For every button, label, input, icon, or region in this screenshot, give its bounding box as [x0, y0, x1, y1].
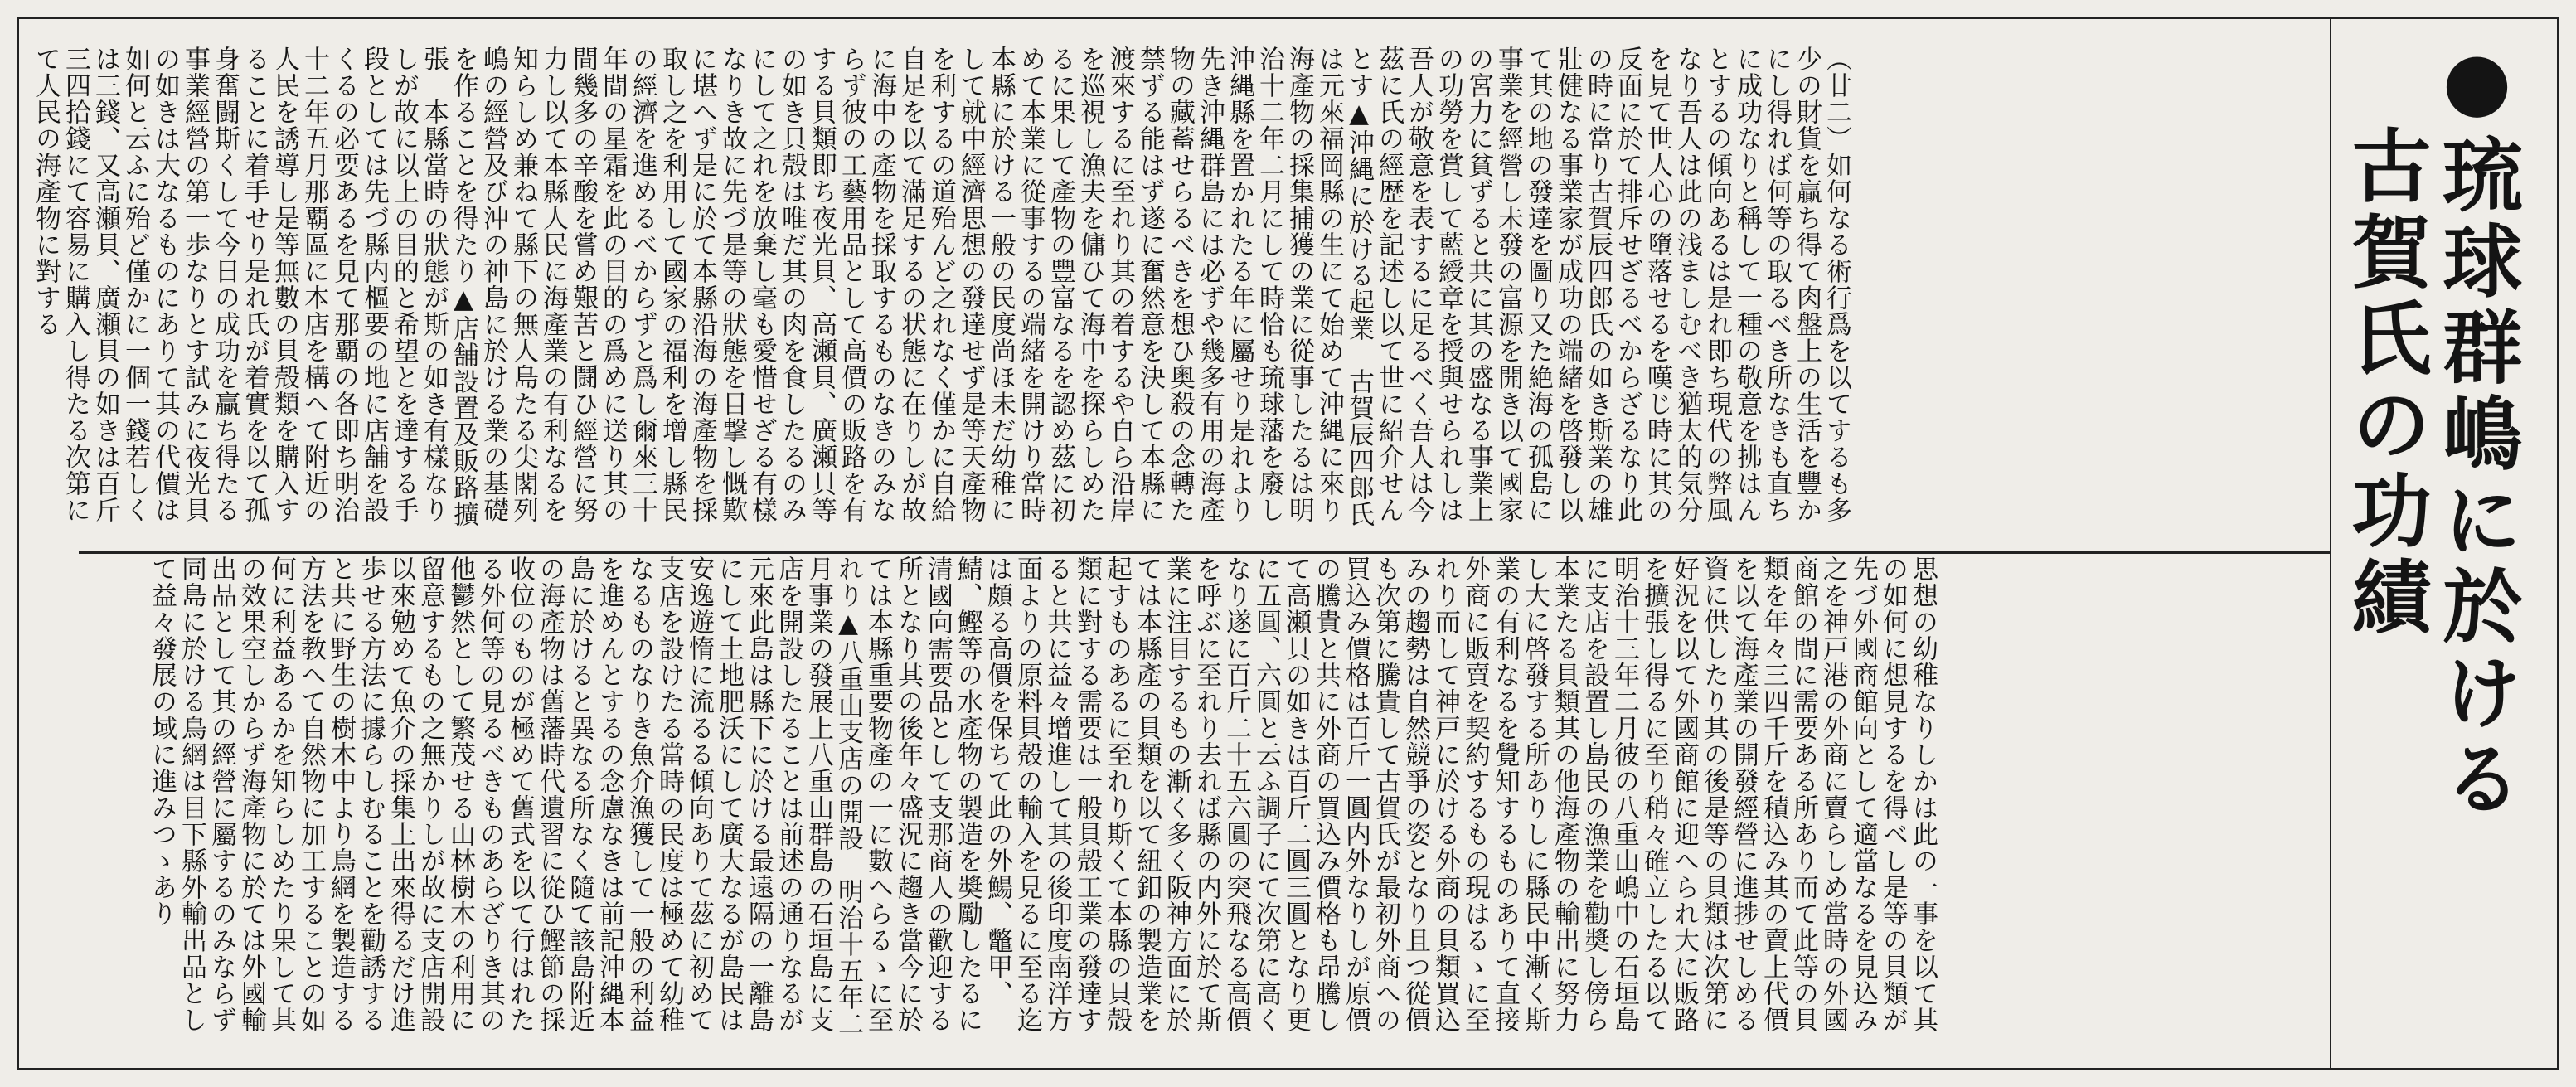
bottom-rule — [17, 1068, 2559, 1070]
body-text-upper: （廿二）如何なる術行爲を以てするも多少の財貨を贏ち得て肉盤上の生活を豐かにし得れば何等の取るべき所なきも直ちに成功なりと稱して一種の敬意を拂はんとするの傾向あるは是れ即ち現代の弊風なり吾人は此の浅ましむべき猶太的気分を見て世人心の墮落せるを嘆じ時に其の反面に於て排斥せざるべからざるなり此の時に當り古賀辰四郎氏の如き斯業の雄壯健なる事業家が成功の端緒を啓發し以て其の地の發達を圖り又た絶海の孤島に事業を經營し未發の富源を開き以て國家の宮力に貧ずると共に其の盛なる事業上の功勞を賞して藍綬章を授與せられしは吾人が敬意を表するに足るべく吾人は今茲に氏の經歴を記述し以て世に紹介せんとす▲沖縄に於ける起業 古賀辰四郎氏は元來福岡縣の生にて始めて沖縄に來り海產物の採集捕獲の業に從事したるは明治十二年二月にして時恰も琉球藩を廢し沖縄縣を置かれたる年に屬せり是れより先き沖縄群島には必ずや幾多有用の海產物の藏蓄せらるべきを想ひ奥殺の念轉た禁ずる能はず遂に奮然意を決して本縣に渡來するに至れり其の着するや自ら沿岸を巡視し漁夫を傭ひて海中を探らしめたるに果して產物の豐富なるを認め茲に初めて本業に從事するの端緒を開けり當時本縣に於ける一般の民度尚ほ未だ幼稚にして就中經濟思想の發達せず是等天產物を利するの道殆んど之れなく僅かに自給自足を以て滿足するの状態に在りしが故に海中の產物を採取するものなきのみならず彼の工藝用品として高價の販路を有する貝類即ち夜光貝、高瀬貝、廣瀬貝等の如き貝殻は唯だ其の肉を食したるのみにして之れを放棄し毫も愛惜せざる有樣なりき故に先づ是等の狀態を目撃し慨歎に堪へず是に於て本縣沿海の海產物を採取し之を利用して國家の福利を增し縣民の經濟を進めるべからずと爲し爾來三十年間の星霜を此の目的の爲めに送り其の間幾多の辛酸を嘗め艱苦と鬪ひ經營に努力し以て本縣人民に海產業の有利なるを知らしめ兼ねて縣下の無人島たる尖閣列嶋の經營及び沖の神島に於ける業の基礎を作ることを得たり▲店舗設置及販路擴張 本縣當時の狀態が斯の如き有樣なりしが故に以上の目的と希望とを達する手段としては先づ縣内樞要の地に店舗を設くるの必要あるを見て那覇の各即ち明治十二年五月那覇區に本店を構へて附近の人民を誘導し是等無數の貝殻類を購入することに着手せり是れ氏が着實を以て孤身奮闘斯くして今日の成功を贏ち得たる事業經營の第一歩なりとす試みに夜光貝の如きは大なるものにありて其の代價は如何と云ふに殆ど僅かに一個一錢若しくは三錢、又高瀬貝、廣瀬貝の如きは百斤三四拾錢にて容易に購入し得たる次第にて人民の海產物に對する — [31, 46, 1851, 527]
section-divider-rule — [79, 551, 2330, 554]
body-text-lower: 思想の幼稚なりしかは此の一事を以て其の如何に想見するを得べし是等の貝類が先づ外國商館向として適當なるを見込み之を神戸港の外商に賣らしめ當時の外國商館の間に需要ある所あり而て此等の貝類を年々三四千斤を積込み其の賣上代價を以て海產業の開發經營に進捗せしめる資に供したり其の後是等の貝類は次第に好況を以て外國商館に迎へられ大に販路を擴張し得るに至り稍々確立したる以て明治十三年二月彼の八重山嶋中の石垣島に支店を設置し島民の漁業を勸奬し傍ら本業たる貝類其の他海產物の輸出に努力し大に啓發する所ありしに縣民中漸く斯業の有利なるを覺知するものありて直接外商に販賣を契約するもの現はるゝに至れり而して神戸に於ける外商の貝類買込みの趨勢は自然競爭の姿となり且つ從價も次第に騰貴して古賀氏が最初外商への買込み價格は百斤一圓内外なりしが原價の騰貴と共に外商の買込み價格も昂騰して高瀬貝の如きは百斤二圓三圓となり更に五圓、六圓と云ふ調子にて次第に高くなり遂に百斤二十五六圓の突飛なる高價を呼ぶに至れり去れば縣の内外に於て斯業に注目するもの漸く多く阪神方面に於ては本縣產の貝類を以て紐釦の製造業を起すものあるに至れり斯くて本縣の貝殻類に對する需要は一般貝殻工業の發達すると共に益々增進して其の後印度南洋方面よりの原料貝殻の輸入を見るに至る迄は頗る高價を保ちて此の外鰑、鼈甲、鯖、鰹等の水產物の製造を奬勵したるに清國向需要品として支那商人の歡迎する所となり其の後年々盛況に趨き當今に於ては本縣重要物產の一に數へらるゝに至れり▲八重山支店の開設 明治十五年二月事業の發展上八重山群島の石垣島に支店を開設したることは前述の通りなるが元來此島は縣下に於ける最遠隔の一離島にして土地肥沃にして廣大なるが島民は安逸遊惰に流るる傾向ありて茲に初めて支店を設けたる當時の民度は極めて幼稚なるものなりき魚介漁獲して一般の利益を進めんとするの念慮なきは前記沖縄本島に於けると異なる所なく隨て該島附近の海產物は舊藩時代遺習に從ひ鰹節の採收位のものが極めて舊式を以て行はれたる外何等の見るべきものあらざりき其の他鬱然として繁茂せる山林樹木の利用に留意するもの之無かりしが故に支店開設以來勉めて魚介の採集上出來得るだけ進歩せる方法に據らしむることを勸誘すると共に野生の樹木中より鳥網を製造する方法を教へて自然物に加工することの如何に利益あるかを知らしめたり果して其の效果空しからず海產物に於ては外國輸出品として其の經營に屬するのみならず同島に於ける鳥網は目下縣外輸出品として益々發展の域に進みつゝあり — [147, 556, 1938, 1037]
article-body-upper — [31, 46, 2340, 547]
article-headline — [2339, 33, 2524, 1061]
article-body-lower — [147, 556, 2340, 1053]
left-rule — [17, 17, 19, 1070]
headline-line-1: ●琉球群嶋に於ける — [2430, 33, 2524, 823]
right-rule — [2557, 17, 2559, 1070]
top-rule — [17, 17, 2559, 19]
headline-line-2: 古賀氏の功績 — [2339, 124, 2433, 642]
